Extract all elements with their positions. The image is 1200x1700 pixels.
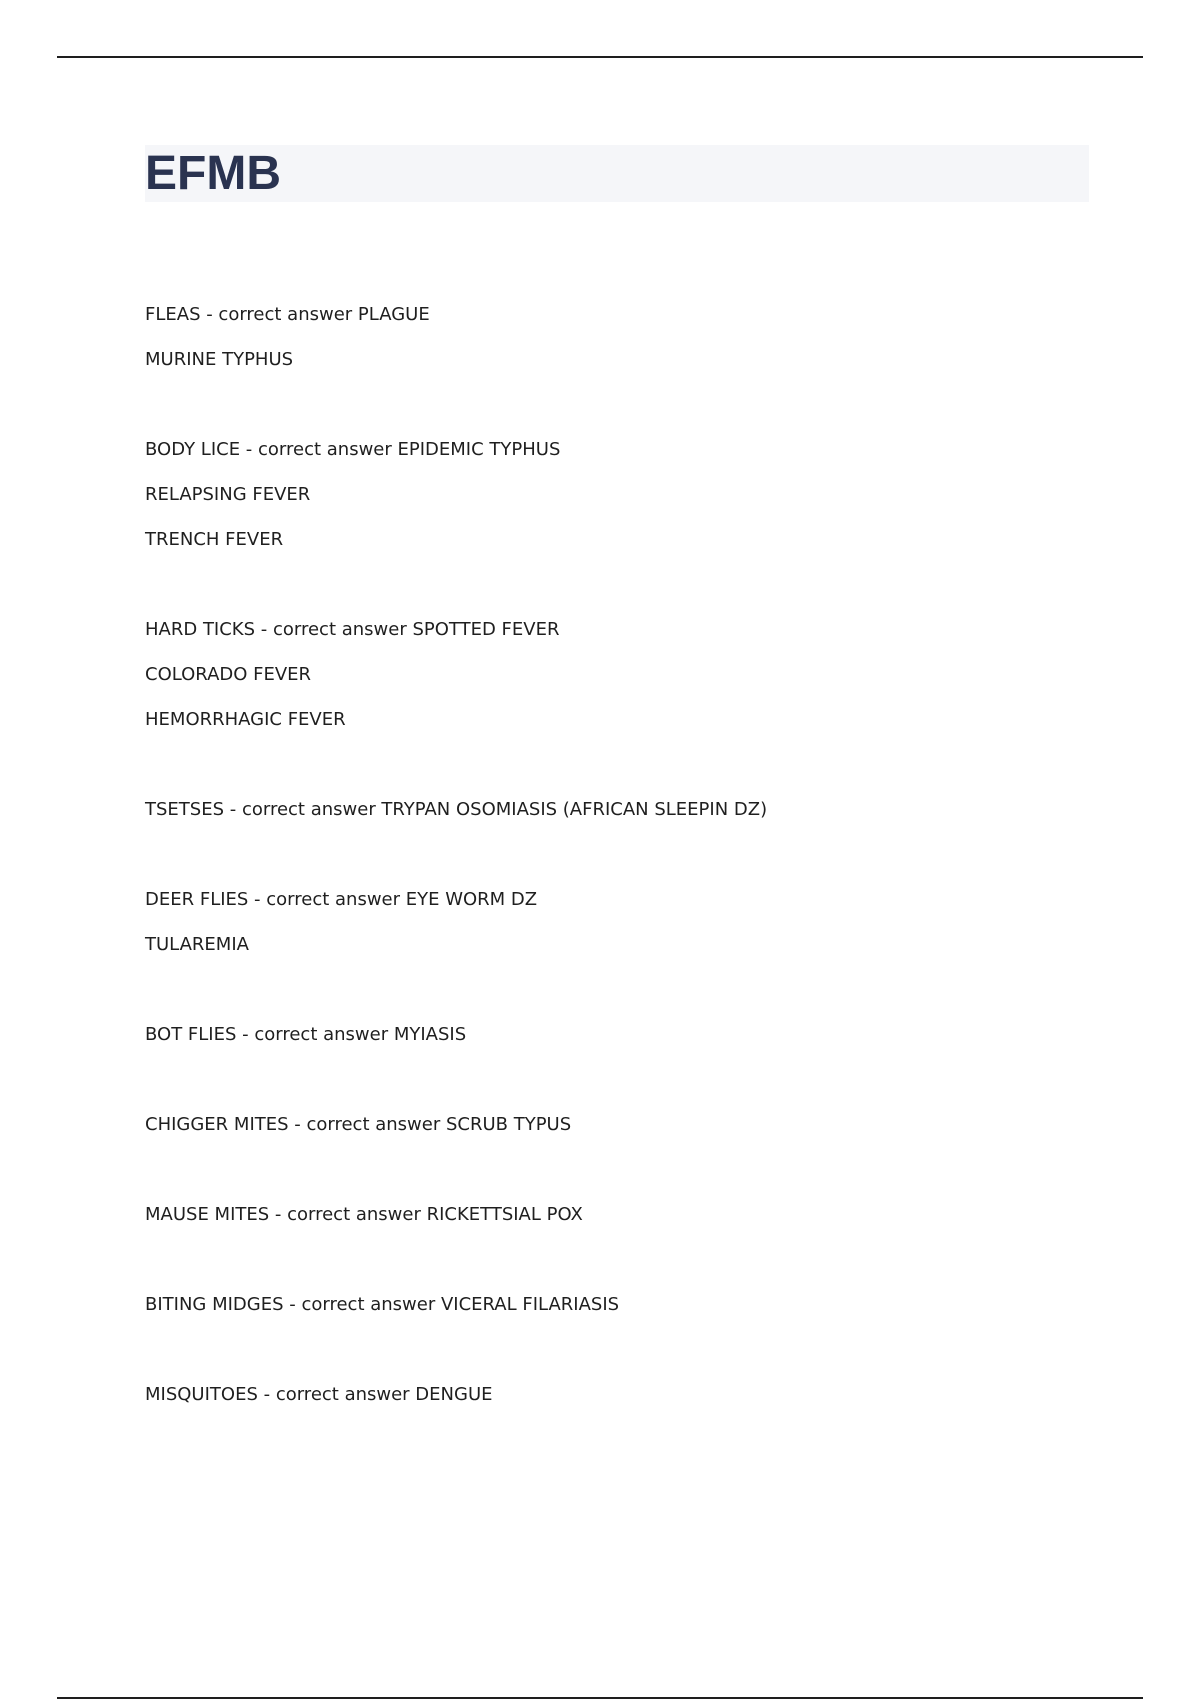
entry-line: CHIGGER MITES - correct answer SCRUB TYPUS [145, 1114, 572, 1135]
entry-tsetses [145, 787, 1085, 832]
bottom-rule [57, 1697, 1143, 1699]
entry-line: TSETSES - correct answer TRYPAN OSOMIASIS (AFRICAN SLEEPIN DZ) [145, 799, 768, 820]
entry-line: BITING MIDGES - correct answer VICERAL FILARIASIS [145, 1294, 620, 1315]
entry-hard-ticks [145, 607, 1085, 742]
entry-misquitoes [145, 1372, 1085, 1417]
entry-line: TULAREMIA [145, 934, 249, 955]
entry-line: MISQUITOES - correct answer DENGUE [145, 1384, 493, 1405]
entry-deer-flies [145, 877, 1085, 967]
entry-chigger-mites [145, 1102, 1085, 1147]
entry-line: HARD TICKS - correct answer SPOTTED FEVER [145, 619, 560, 640]
flashcard-list [145, 292, 1085, 1462]
entry-line: COLORADO FEVER [145, 664, 312, 685]
entry-line: MAUSE MITES - correct answer RICKETTSIAL POX [145, 1204, 583, 1225]
entry-biting-midges [145, 1282, 1085, 1327]
entry-line: MURINE TYPHUS [145, 349, 294, 370]
entry-mause-mites [145, 1192, 1085, 1237]
entry-fleas [145, 292, 1085, 382]
entry-line: HEMORRHAGIC FEVER [145, 709, 346, 730]
entry-line: BODY LICE - correct answer EPIDEMIC TYPHUS [145, 439, 561, 460]
entry-line: DEER FLIES - correct answer EYE WORM DZ [145, 889, 538, 910]
title-band [145, 145, 1089, 202]
entry-line: FLEAS - correct answer PLAGUE [145, 304, 430, 325]
top-rule [57, 56, 1143, 58]
entry-line: TRENCH FEVER [145, 529, 284, 550]
document-title: EFMB [145, 147, 281, 200]
entry-bot-flies [145, 1012, 1085, 1057]
entry-line: RELAPSING FEVER [145, 484, 311, 505]
entry-body-lice [145, 427, 1085, 562]
entry-line: BOT FLIES - correct answer MYIASIS [145, 1024, 467, 1045]
